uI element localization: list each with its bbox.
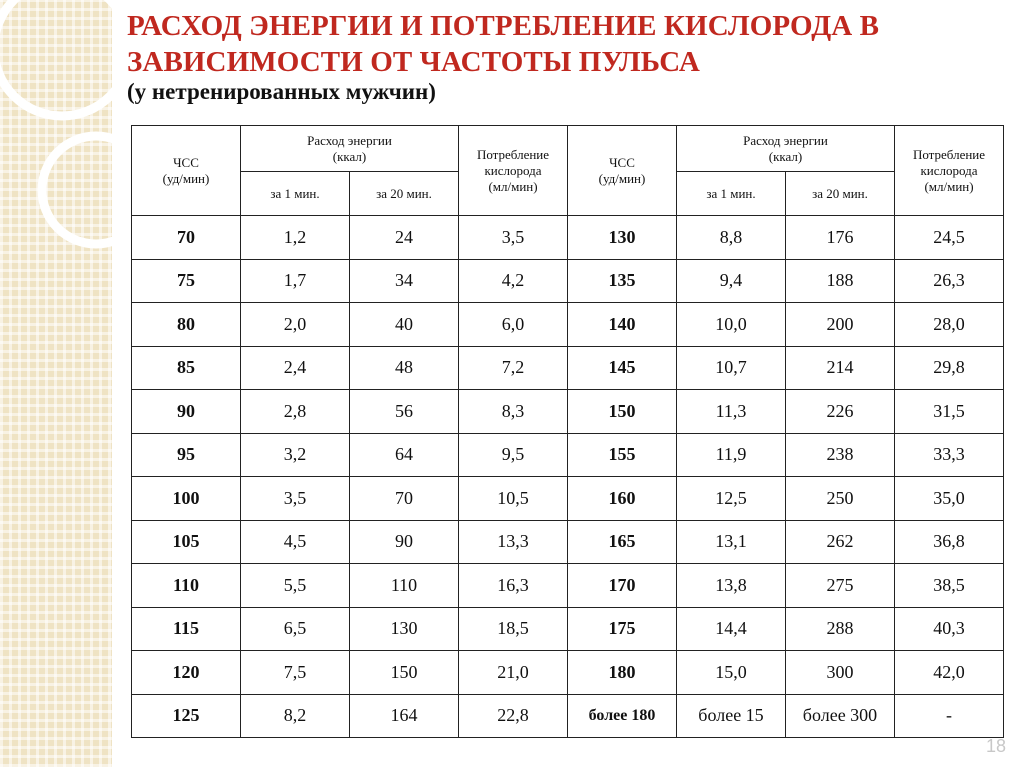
table-row bbox=[132, 564, 1004, 608]
cell-energy-20min-left: 56 bbox=[350, 390, 459, 434]
cell-energy-20min-right: 214 bbox=[786, 346, 895, 390]
cell-energy-20min-right: 200 bbox=[786, 303, 895, 347]
header-hr-right bbox=[568, 126, 677, 216]
cell-energy-1min-left: 4,5 bbox=[241, 520, 350, 564]
header-oxygen-label-2: кислорода bbox=[484, 162, 542, 178]
table-row bbox=[132, 346, 1004, 390]
cell-energy-20min-right: 188 bbox=[786, 259, 895, 303]
cell-energy-1min-right: 15,0 bbox=[677, 651, 786, 695]
cell-energy-1min-right: более 15 bbox=[677, 694, 786, 738]
header-oxygen-left bbox=[459, 126, 568, 216]
cell-oxygen-left: 22,8 bbox=[459, 694, 568, 738]
table-row bbox=[132, 390, 1004, 434]
cell-energy-20min-right: 275 bbox=[786, 564, 895, 608]
cell-energy-20min-right: 226 bbox=[786, 390, 895, 434]
table-row bbox=[132, 259, 1004, 303]
cell-energy-1min-left: 6,5 bbox=[241, 607, 350, 651]
cell-heart-rate-right: 150 bbox=[568, 390, 677, 434]
decorative-ring-large bbox=[0, 0, 130, 116]
cell-energy-20min-right: 262 bbox=[786, 520, 895, 564]
cell-energy-1min-left: 8,2 bbox=[241, 694, 350, 738]
header-oxygen-label-2: кислорода bbox=[920, 162, 978, 178]
cell-oxygen-right: 35,0 bbox=[895, 477, 1004, 521]
cell-heart-rate-right: 160 bbox=[568, 477, 677, 521]
table-header-row bbox=[132, 126, 1004, 172]
table-row bbox=[132, 520, 1004, 564]
decorative-rings bbox=[0, 0, 140, 300]
cell-oxygen-right: 28,0 bbox=[895, 303, 1004, 347]
cell-heart-rate-left: 90 bbox=[132, 390, 241, 434]
table-body bbox=[132, 216, 1004, 738]
header-hr-left bbox=[132, 126, 241, 216]
cell-heart-rate-right: 165 bbox=[568, 520, 677, 564]
cell-heart-rate-left: 100 bbox=[132, 477, 241, 521]
cell-oxygen-left: 6,0 bbox=[459, 303, 568, 347]
cell-energy-1min-right: 11,3 bbox=[677, 390, 786, 434]
cell-oxygen-right: - bbox=[895, 694, 1004, 738]
cell-heart-rate-right: 175 bbox=[568, 607, 677, 651]
cell-heart-rate-right: 130 bbox=[568, 216, 677, 260]
cell-energy-20min-right: 238 bbox=[786, 433, 895, 477]
header-energy-label: Расход энергии bbox=[307, 132, 392, 148]
slide-title bbox=[127, 8, 1007, 80]
cell-oxygen-left: 7,2 bbox=[459, 346, 568, 390]
cell-energy-20min-right: более 300 bbox=[786, 694, 895, 738]
table-row bbox=[132, 607, 1004, 651]
cell-heart-rate-left: 120 bbox=[132, 651, 241, 695]
cell-heart-rate-right: 140 bbox=[568, 303, 677, 347]
cell-energy-1min-left: 1,2 bbox=[241, 216, 350, 260]
cell-oxygen-right: 36,8 bbox=[895, 520, 1004, 564]
cell-energy-1min-left: 3,5 bbox=[241, 477, 350, 521]
heart-rate-energy-table bbox=[131, 125, 1004, 738]
header-hr-unit: (уд/мин) bbox=[162, 170, 210, 186]
header-oxygen-right bbox=[895, 126, 1004, 216]
table-row bbox=[132, 216, 1004, 260]
header-hr-unit: (уд/мин) bbox=[598, 170, 646, 186]
cell-energy-1min-right: 12,5 bbox=[677, 477, 786, 521]
header-hr-label: ЧСС bbox=[609, 154, 635, 170]
cell-energy-1min-left: 1,7 bbox=[241, 259, 350, 303]
cell-heart-rate-left: 125 bbox=[132, 694, 241, 738]
cell-energy-1min-left: 3,2 bbox=[241, 433, 350, 477]
cell-oxygen-left: 4,2 bbox=[459, 259, 568, 303]
table-row bbox=[132, 694, 1004, 738]
cell-energy-1min-right: 13,1 bbox=[677, 520, 786, 564]
decorative-ring-small bbox=[42, 136, 140, 244]
slide-title-line-1: РАСХОД ЭНЕРГИИ И ПОТРЕБЛЕНИЕ КИСЛОРОДА В bbox=[127, 10, 880, 42]
cell-energy-20min-left: 70 bbox=[350, 477, 459, 521]
header-energy-left bbox=[241, 126, 459, 172]
cell-energy-1min-right: 10,7 bbox=[677, 346, 786, 390]
cell-energy-20min-left: 24 bbox=[350, 216, 459, 260]
cell-oxygen-right: 42,0 bbox=[895, 651, 1004, 695]
header-oxygen-unit: (мл/мин) bbox=[924, 178, 974, 194]
cell-oxygen-left: 21,0 bbox=[459, 651, 568, 695]
header-energy-unit: (ккал) bbox=[332, 148, 367, 164]
header-per-20-min-right: за 20 мин. bbox=[786, 172, 895, 216]
cell-energy-20min-left: 150 bbox=[350, 651, 459, 695]
table-row bbox=[132, 303, 1004, 347]
cell-heart-rate-right: 135 bbox=[568, 259, 677, 303]
cell-heart-rate-left: 80 bbox=[132, 303, 241, 347]
cell-oxygen-left: 10,5 bbox=[459, 477, 568, 521]
cell-heart-rate-left: 115 bbox=[132, 607, 241, 651]
cell-oxygen-left: 3,5 bbox=[459, 216, 568, 260]
page-number: 18 bbox=[985, 736, 1006, 756]
cell-energy-1min-right: 8,8 bbox=[677, 216, 786, 260]
header-energy-unit: (ккал) bbox=[768, 148, 803, 164]
header-oxygen-label: Потребление bbox=[912, 146, 986, 162]
cell-oxygen-left: 9,5 bbox=[459, 433, 568, 477]
cell-energy-1min-right: 10,0 bbox=[677, 303, 786, 347]
cell-oxygen-right: 33,3 bbox=[895, 433, 1004, 477]
cell-oxygen-right: 38,5 bbox=[895, 564, 1004, 608]
cell-heart-rate-right: 145 bbox=[568, 346, 677, 390]
cell-oxygen-right: 31,5 bbox=[895, 390, 1004, 434]
cell-heart-rate-right: 180 bbox=[568, 651, 677, 695]
cell-heart-rate-left: 95 bbox=[132, 433, 241, 477]
header-per-20-min-left: за 20 мин. bbox=[350, 172, 459, 216]
cell-energy-20min-left: 48 bbox=[350, 346, 459, 390]
cell-heart-rate-left: 70 bbox=[132, 216, 241, 260]
cell-energy-1min-left: 2,0 bbox=[241, 303, 350, 347]
cell-oxygen-left: 18,5 bbox=[459, 607, 568, 651]
table-row bbox=[132, 433, 1004, 477]
cell-energy-20min-left: 130 bbox=[350, 607, 459, 651]
cell-energy-20min-left: 64 bbox=[350, 433, 459, 477]
cell-energy-20min-left: 90 bbox=[350, 520, 459, 564]
cell-heart-rate-left: 110 bbox=[132, 564, 241, 608]
cell-energy-20min-left: 40 bbox=[350, 303, 459, 347]
cell-energy-1min-right: 13,8 bbox=[677, 564, 786, 608]
cell-energy-20min-right: 300 bbox=[786, 651, 895, 695]
cell-heart-rate-right: более 180 bbox=[568, 694, 677, 738]
cell-oxygen-left: 16,3 bbox=[459, 564, 568, 608]
cell-oxygen-right: 40,3 bbox=[895, 607, 1004, 651]
cell-heart-rate-right: 170 bbox=[568, 564, 677, 608]
cell-energy-1min-left: 2,4 bbox=[241, 346, 350, 390]
cell-energy-20min-left: 34 bbox=[350, 259, 459, 303]
header-energy-right bbox=[677, 126, 895, 172]
cell-energy-1min-right: 14,4 bbox=[677, 607, 786, 651]
slide-subtitle: (у нетренированных мужчин) bbox=[127, 79, 436, 104]
cell-oxygen-left: 13,3 bbox=[459, 520, 568, 564]
cell-heart-rate-left: 105 bbox=[132, 520, 241, 564]
cell-heart-rate-left: 85 bbox=[132, 346, 241, 390]
cell-energy-1min-left: 5,5 bbox=[241, 564, 350, 608]
cell-energy-20min-right: 288 bbox=[786, 607, 895, 651]
cell-energy-1min-right: 9,4 bbox=[677, 259, 786, 303]
cell-heart-rate-right: 155 bbox=[568, 433, 677, 477]
header-per-1-min-left: за 1 мин. bbox=[241, 172, 350, 216]
cell-energy-1min-left: 7,5 bbox=[241, 651, 350, 695]
header-energy-label: Расход энергии bbox=[743, 132, 828, 148]
table-row bbox=[132, 477, 1004, 521]
header-hr-label: ЧСС bbox=[173, 154, 199, 170]
cell-oxygen-left: 8,3 bbox=[459, 390, 568, 434]
cell-heart-rate-left: 75 bbox=[132, 259, 241, 303]
cell-energy-20min-right: 176 bbox=[786, 216, 895, 260]
cell-oxygen-right: 24,5 bbox=[895, 216, 1004, 260]
header-per-1-min-right: за 1 мин. bbox=[677, 172, 786, 216]
slide-title-line-2: ЗАВИСИМОСТИ ОТ ЧАСТОТЫ ПУЛЬСА bbox=[127, 46, 700, 78]
cell-energy-20min-left: 164 bbox=[350, 694, 459, 738]
cell-oxygen-right: 26,3 bbox=[895, 259, 1004, 303]
cell-energy-20min-left: 110 bbox=[350, 564, 459, 608]
cell-oxygen-right: 29,8 bbox=[895, 346, 1004, 390]
cell-energy-1min-left: 2,8 bbox=[241, 390, 350, 434]
table-row bbox=[132, 651, 1004, 695]
header-oxygen-label: Потребление bbox=[476, 146, 550, 162]
header-oxygen-unit: (мл/мин) bbox=[488, 178, 538, 194]
cell-energy-1min-right: 11,9 bbox=[677, 433, 786, 477]
cell-energy-20min-right: 250 bbox=[786, 477, 895, 521]
